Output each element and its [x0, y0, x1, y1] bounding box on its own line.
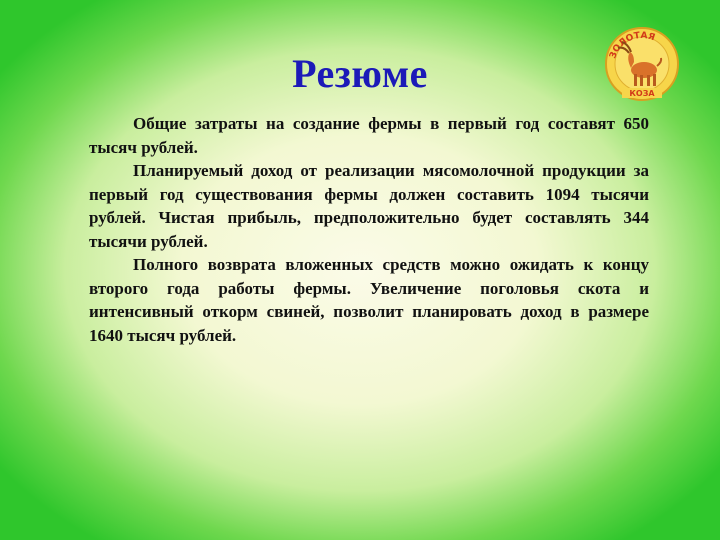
slide-title: Резюме [292, 51, 428, 96]
logo-bottom-text: КОЗА [629, 89, 655, 98]
paragraph-income: Планируемый доход от реализации мясомолочной продукции за первый год существования фермы должен составить 1094 тысячи рублей. Чистая прибыль, предположительно будет составлять 344 тысячи рублей. [89, 161, 649, 251]
paragraph-costs: Общие затраты на создание фермы в первый год составят 650 тысяч рублей. [89, 114, 649, 157]
logo-top-text: ЗОЛОТАЯ [608, 30, 657, 61]
golden-goat-logo [604, 26, 680, 102]
paragraph-return: Полного возврата вложенных средств можно ожидать к концу второго года работы фермы. Увеличение поголовья скота и интенсивный откорм свиней, позволит планировать доход в размере 1640 тысяч рублей. [89, 255, 649, 345]
summary-text [89, 112, 649, 347]
